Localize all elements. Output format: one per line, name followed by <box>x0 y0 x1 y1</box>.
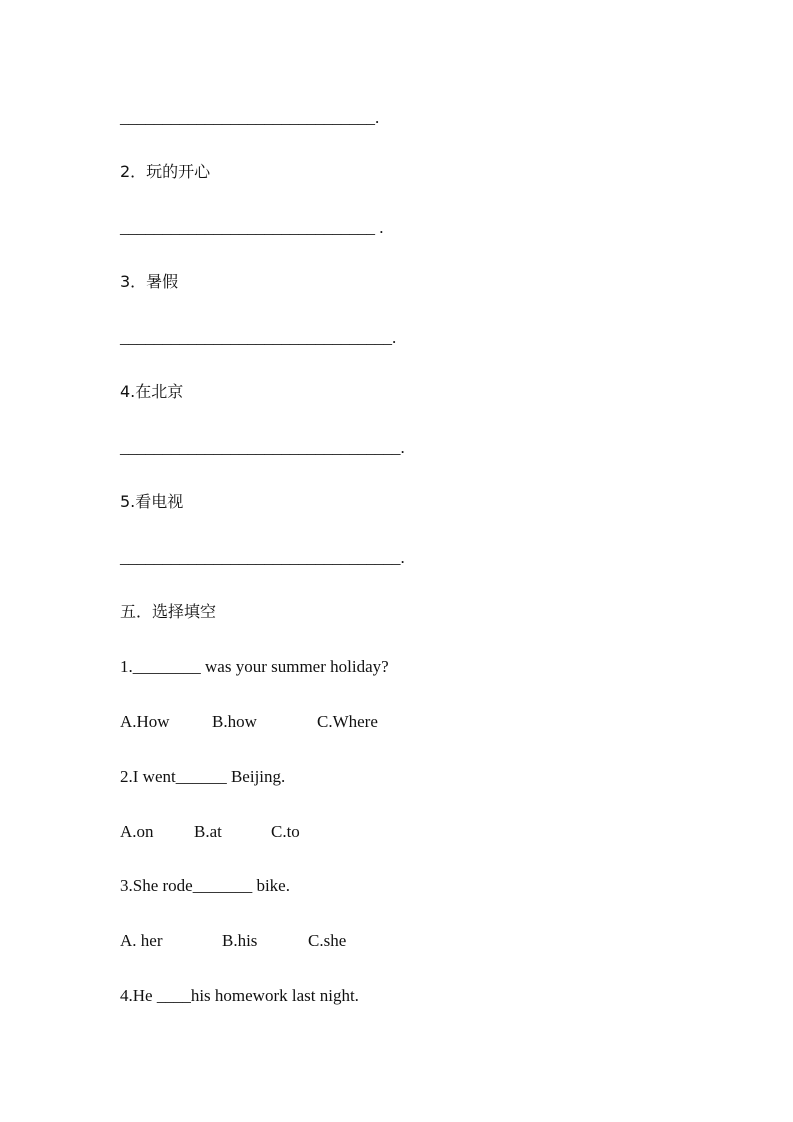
option-c: C.Where <box>317 712 378 731</box>
question-1: 1.________ was your summer holiday? <box>120 657 389 676</box>
option-c: C.she <box>308 931 347 950</box>
options-row-2 <box>120 822 520 842</box>
answer-blank-2: ______________________________ . <box>120 218 384 237</box>
answer-blank-1: ______________________________. <box>120 108 380 127</box>
phrase-item-3: 3．暑假 <box>120 272 179 291</box>
option-a: A. her <box>120 931 163 950</box>
phrase-item-4: 4.在北京 <box>120 382 184 401</box>
phrase-item-5: 5.看电视 <box>120 492 184 511</box>
option-b: B.how <box>212 712 257 731</box>
question-3: 3.She rode_______ bike. <box>120 876 290 895</box>
answer-blank-3: ________________________________. <box>120 328 397 347</box>
option-c: C.to <box>271 822 300 841</box>
options-row-1 <box>120 712 520 732</box>
phrase-item-2: 2．玩的开心 <box>120 162 211 181</box>
answer-blank-5: _________________________________. <box>120 548 405 567</box>
question-4: 4.He ____his homework last night. <box>120 986 359 1005</box>
question-2: 2.I went______ Beijing. <box>120 767 286 786</box>
option-b: B.at <box>194 822 222 841</box>
options-row-3 <box>120 931 520 951</box>
section-heading: 五．选择填空 <box>120 602 217 621</box>
option-a: A.How <box>120 712 170 731</box>
answer-blank-4: _________________________________. <box>120 438 405 457</box>
option-a: A.on <box>120 822 154 841</box>
option-b: B.his <box>222 931 258 950</box>
